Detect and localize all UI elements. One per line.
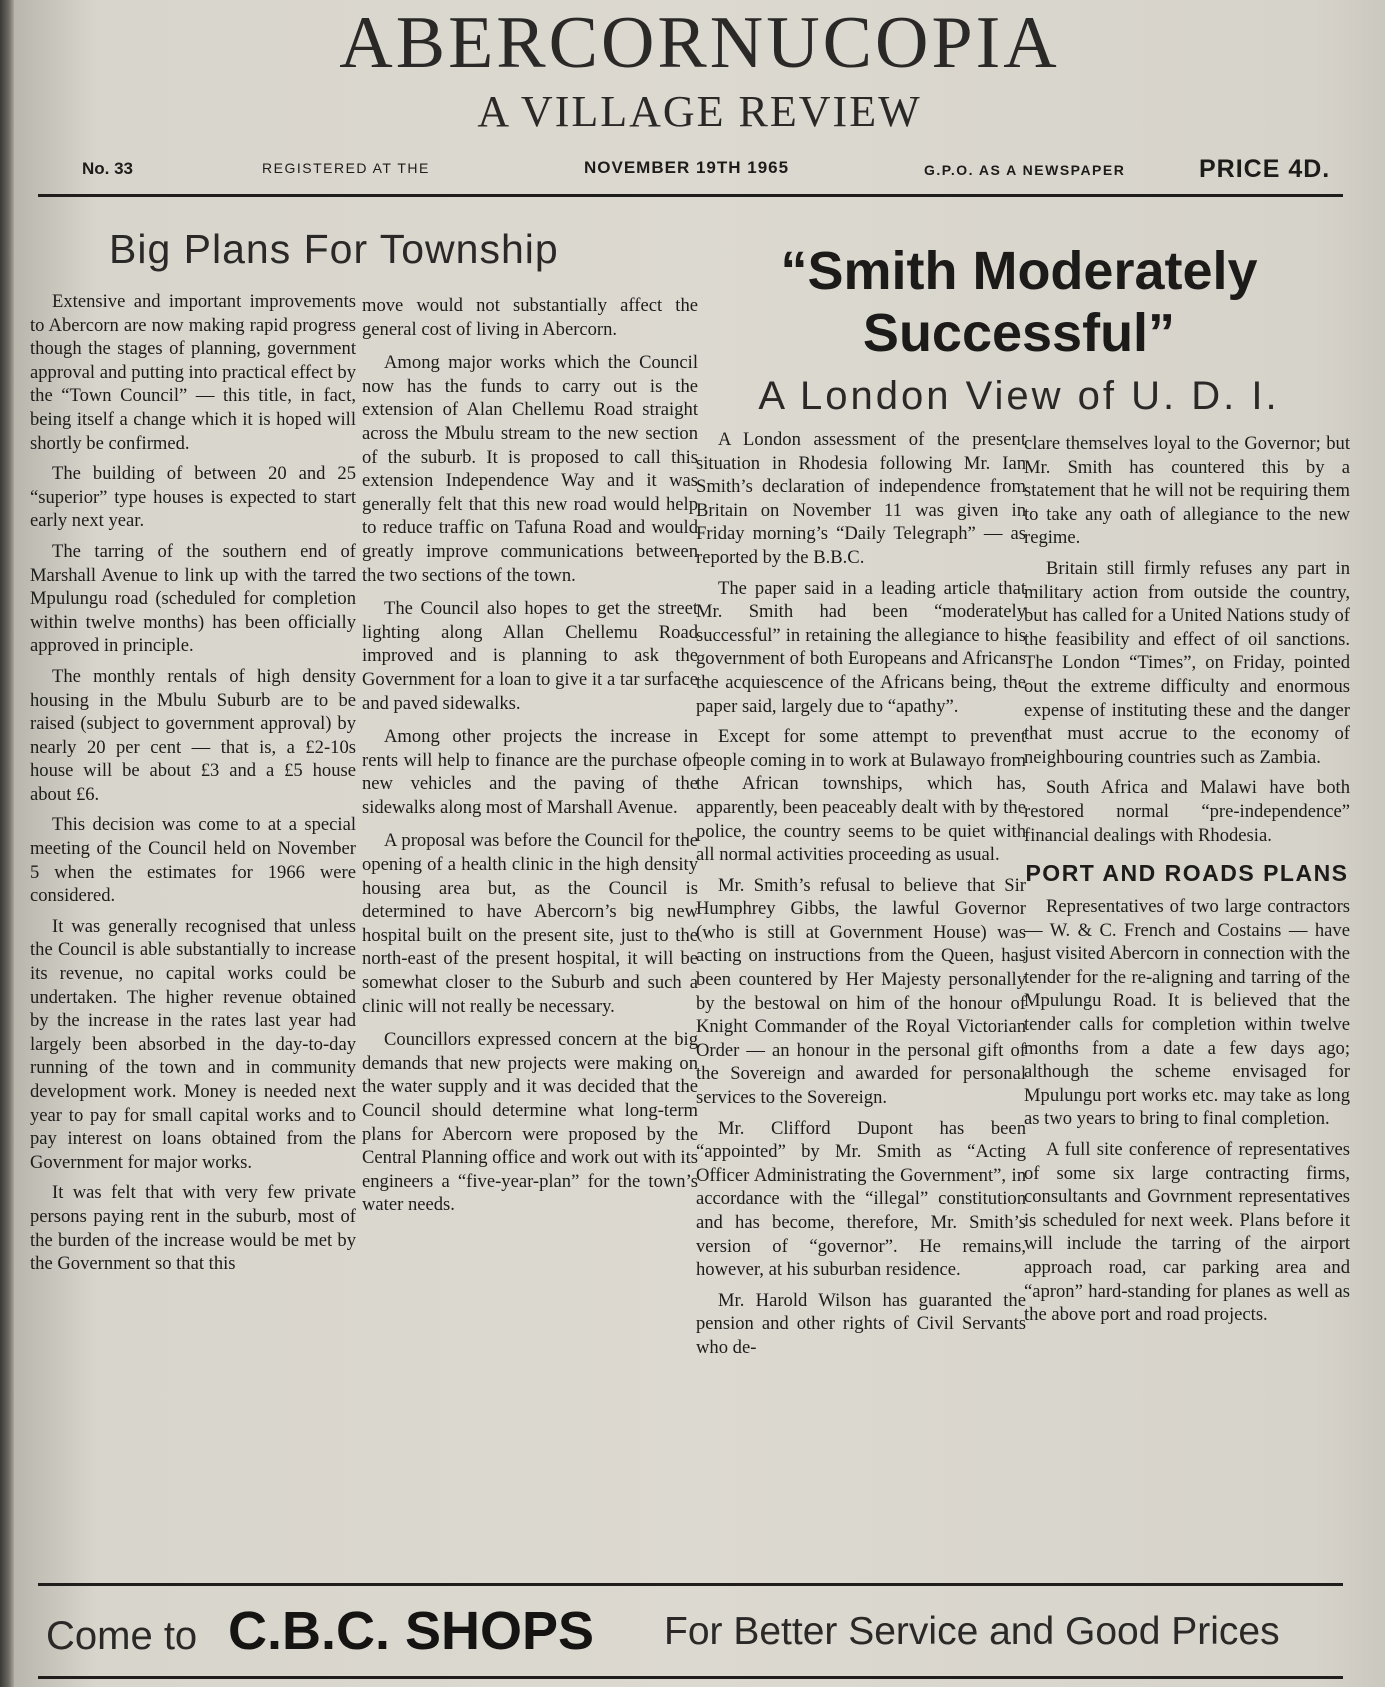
footer-rule-bottom <box>38 1676 1343 1679</box>
masthead-title: ABERCORNUCOPIA <box>339 2 1060 84</box>
paragraph: A proposal was before the Council for the opening of a health clinic in the high density housing area but, as the Council is determined to have Abercorn’s big new hospital built on the present site, just to the north-east of the present hospital, it will be somewhat closer to the Suburb and such a clinic will not really be necessary. <box>362 830 698 1017</box>
paragraph: South Africa and Malawi have both restored normal “pre-independence” financial dealings with Rhodesia. <box>1024 777 1350 846</box>
paragraph: The building of between 20 and 25 “superior” type houses is expected to start early next year. <box>30 463 356 532</box>
paragraph: Among major works which the Council now has the funds to carry out is the extension of Alan Chellemu Road straight across the Mbulu stream to the new section of the suburb. It is proposed to call this extension Independence Way and it was generally felt that this new road would help to reduce traffic on Tafuna Road and would greatly improve communications between the two sections of the town. <box>362 352 698 586</box>
paragraph: Mr. Smith’s refusal to believe that Sir Humphrey Gibbs, the lawful Governor (who is still at Government House) was acting on instructions from the Queen, has been countered by Her Majesty personally by the bestowal on him of the honour of Knight Commander of the Royal Victorian Order — an honour in the personal gift of the Sovereign and awarded for personal services to the Sovereign. <box>696 874 1026 1109</box>
issue-price: PRICE 4D. <box>1199 155 1331 183</box>
paragraph: Extensive and important improvements to Abercorn are now making rapid progress though the stages of planning, government approval and putting into practical effect by the “Town Council” — this title, in fact, being itself a change which it is hoped will shortly be confirmed. <box>30 291 356 454</box>
subheadline-udi: A London View of U. D. I. <box>758 374 1280 418</box>
paragraph: Representatives of two large contractors — W. & C. French and Costains — have just visited Abercorn in connection with the tender for the re-aligning and tarring of the Mpulungu Road. It is believed that the tender calls for completion within twelve months from a date a few days ago; although the scheme envisaged for Mpulungu port works etc. may take as long as two years to bring to final completion. <box>1024 896 1350 1130</box>
binding-spine <box>0 0 14 1687</box>
issue-date: NOVEMBER 19TH 1965 <box>584 158 790 177</box>
column-1 <box>30 290 356 1283</box>
paragraph: clare themselves loyal to the Governor; but Mr. Smith has countered this by a statement that he will not be requiring them to take any oath of allegiance to the new regime. <box>1024 433 1350 549</box>
registration-note: REGISTERED AT THE <box>262 160 430 176</box>
paragraph: Mr. Clifford Dupont has been “appointed” by Mr. Smith as “Acting Officer Administrating the Government”, in accordance with the “illegal” constitution and has become, therefore, Mr. Smith’s version of “governor”. He remains, however, at his suburban residence. <box>696 1117 1026 1281</box>
newspaper-page <box>14 0 1385 1687</box>
paragraph: The tarring of the southern end of Marshall Avenue to link up with the tarred Mpulungu road (scheduled for completion within twelve months) has been officially approved in principle. <box>30 540 356 657</box>
paragraph: A London assessment of the present situation in Rhodesia following Mr. Ian Smith’s declaration of independence from Britain on November 11 was given in Friday morning’s “Daily Telegraph” — as reported by the B.B.C. <box>696 429 1026 568</box>
paragraph: Mr. Harold Wilson has guaranted the pension and other rights of Civil Servants who de- <box>696 1289 1026 1358</box>
paragraph: It was generally recognised that unless the Council is able substantially to increase its revenue, no capital works could be undertaken. The higher revenue obtained by the increase in the rates last year had largely been absorbed in the day-to-day running of the town and in community development work. Money is needed next year to pay for small capital works and to pay interest on loans obtained from the Government for major works. <box>30 915 356 1173</box>
headline-township: Big Plans For Township <box>109 226 559 272</box>
paragraph: Councillors expressed concern at the big demands that new projects were making on the water supply and it was decided that the Council should determine what long-term plans for Abercorn were proposed by the Central Planning office and work out with its engineers a “five-year-plan” for the town’s water needs. <box>362 1029 698 1216</box>
paragraph: The paper said in a leading article that Mr. Smith had been “moderately successful” in retaining the allegiance to his government of both Europeans and Africans the acquiescence of the Africans being, the paper said, largely due to “apathy”. <box>696 577 1026 717</box>
footer-rule-top <box>38 1583 1343 1586</box>
advertisement-banner <box>26 1590 1366 1676</box>
gpo-note: G.P.O. AS A NEWSPAPER <box>924 162 1126 178</box>
paragraph: A full site conference of representatives of some six large contracting firms, consultants and Govrnment representatives is scheduled for next week. Plans before it will include the tarring of the airport approach road, car parking area and “apron” hard-standing for planes as well as the above port and road projects. <box>1024 1139 1350 1326</box>
issue-info-row <box>44 155 1349 195</box>
paragraph: The monthly rentals of high density housing in the Mbulu Suburb are to be raised (subject to government approval) by nearly 20 per cent — that is, a £2-10s house will be about £3 and a £5 house about £6. <box>30 665 356 805</box>
paragraph: It was felt that with very few private persons paying rent in the suburb, most of the burden of the increase would be met by the Government so that this <box>30 1182 356 1275</box>
section-heading-port-roads: PORT AND ROADS PLANS <box>1025 860 1349 887</box>
advert-intro: Come to <box>46 1614 198 1658</box>
paragraph: The Council also hopes to get the street lighting along Allan Chellemu Road improved and is planning to ask the Government for a loan to give it a tar surface and paved sidewalks. <box>362 598 698 714</box>
masthead-subtitle: A VILLAGE REVIEW <box>477 87 922 136</box>
issue-number: No. 33 <box>82 159 134 178</box>
paragraph: move would not substantially affect the general cost of living in Abercorn. <box>362 295 698 340</box>
header-rule <box>38 194 1343 197</box>
column-3 <box>696 428 1026 1367</box>
advert-tagline: For Better Service and Good Prices <box>664 1610 1280 1653</box>
advert-shop-name: C.B.C. SHOPS <box>228 1601 595 1661</box>
headline-smith: “Smith Moderately Successful” <box>780 241 1258 364</box>
paragraph: This decision was come to at a special meeting of the Council held on November 5 when the estimates for 1966 were considered. <box>30 814 356 907</box>
paragraph: Among other projects the increase in rents will help to finance are the purchase of new vehicles and the paving of the sidewalks along most of Marshall Avenue. <box>362 726 698 818</box>
paragraph: Except for some attempt to prevent people coming in to work at Bulawayo from the African townships, which has, apparently, been peaceably dealt with by the police, the country seems to be quiet with all normal activities proceeding as usual. <box>696 726 1026 866</box>
column-2 <box>362 294 698 1227</box>
paragraph: Britain still firmly refuses any part in military action from outside the country, but has called for a United Nations study of the feasibility and effect of oil sanctions. The London “Times”, on Friday, pointed out the extreme difficulty and enormous expense of instituting these and the danger that must accrue to the economy of neighbouring countries such as Zambia. <box>1024 557 1350 768</box>
column-4 <box>1024 432 1350 1334</box>
